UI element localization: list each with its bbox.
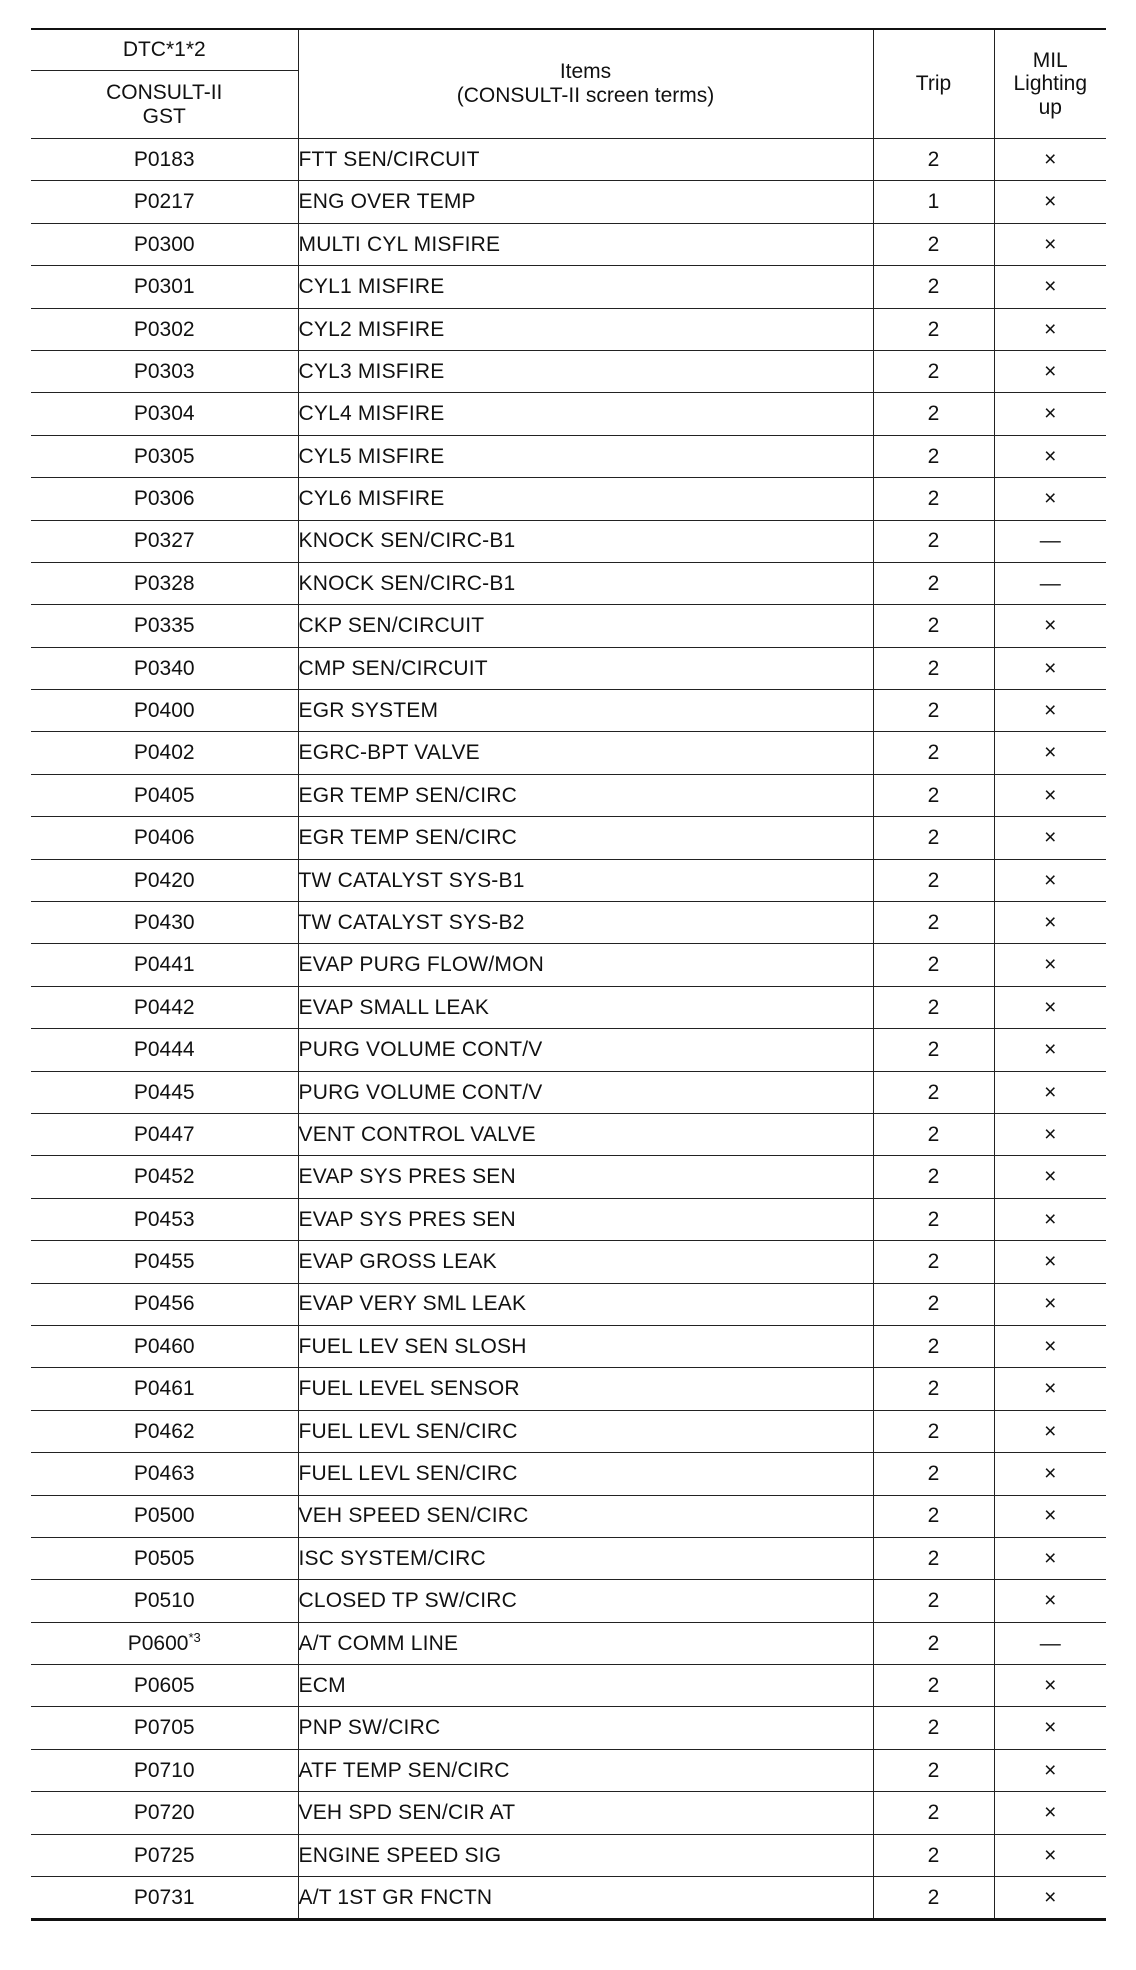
dtc-item: CLOSED TP SW/CIRC: [298, 1580, 873, 1622]
dtc-item: FTT SEN/CIRCUIT: [298, 139, 873, 181]
dtc-code-cell: [31, 308, 298, 350]
dtc-item: ISC SYSTEM/CIRC: [298, 1537, 873, 1579]
table-row: [31, 1749, 1106, 1791]
dtc-mil: ×: [994, 1198, 1106, 1240]
dtc-trip: 2: [873, 1665, 994, 1707]
dtc-mil: ×: [994, 1113, 1106, 1155]
dtc-code: P0406: [133, 826, 195, 850]
dtc-item: PURG VOLUME CONT/V: [298, 1071, 873, 1113]
dtc-code: P0300: [133, 232, 195, 256]
dtc-item: TW CATALYST SYS-B2: [298, 902, 873, 944]
dtc-code-cell: [31, 817, 298, 859]
table-row: [31, 944, 1106, 986]
dtc-trip: 2: [873, 986, 994, 1028]
dtc-code-cell: [31, 1198, 298, 1240]
dtc-code-cell: [31, 1707, 298, 1749]
dtc-item: EGR TEMP SEN/CIRC: [298, 817, 873, 859]
dtc-code-cell: [31, 1665, 298, 1707]
dtc-code: P0456: [133, 1292, 195, 1316]
dtc-item: ENG OVER TEMP: [298, 181, 873, 223]
dtc-code-cell: [31, 1495, 298, 1537]
table-row: [31, 562, 1106, 604]
dtc-mil: ×: [994, 266, 1106, 308]
dtc-mil: ×: [994, 944, 1106, 986]
dtc-trip: 2: [873, 1325, 994, 1367]
dtc-code: P0306: [133, 487, 195, 511]
dtc-trip: 2: [873, 1113, 994, 1155]
dtc-code: P0500: [133, 1504, 195, 1528]
dtc-item: FUEL LEVL SEN/CIRC: [298, 1453, 873, 1495]
dtc-mil: ×: [994, 1537, 1106, 1579]
table-row: [31, 732, 1106, 774]
dtc-trip: 2: [873, 1707, 994, 1749]
table-row: [31, 1580, 1106, 1622]
dtc-code-cell: [31, 562, 298, 604]
dtc-code-cell: [31, 1749, 298, 1791]
dtc-code: P0444: [133, 1038, 195, 1062]
dtc-mil: ×: [994, 1834, 1106, 1876]
table-row: [31, 1029, 1106, 1071]
dtc-trip: 2: [873, 520, 994, 562]
dtc-mil: —: [994, 1622, 1106, 1664]
dtc-item: EVAP PURG FLOW/MON: [298, 944, 873, 986]
dtc-code: P0441: [133, 953, 195, 977]
dtc-item: EVAP SYS PRES SEN: [298, 1198, 873, 1240]
table-row: [31, 1410, 1106, 1452]
dtc-code-cell: [31, 266, 298, 308]
dtc-code: P0442: [133, 995, 195, 1019]
dtc-trip: 2: [873, 1156, 994, 1198]
dtc-item: ENGINE SPEED SIG: [298, 1834, 873, 1876]
dtc-code-cell: [31, 1834, 298, 1876]
table-header: [31, 29, 1106, 139]
dtc-trip: 2: [873, 139, 994, 181]
dtc-item: MULTI CYL MISFIRE: [298, 223, 873, 265]
dtc-code-cell: [31, 1622, 298, 1664]
dtc-code: P0335: [133, 614, 195, 638]
dtc-code-cell: [31, 1071, 298, 1113]
dtc-code: P0453: [133, 1207, 195, 1231]
dtc-trip: 2: [873, 1877, 994, 1920]
dtc-item: KNOCK SEN/CIRC-B1: [298, 562, 873, 604]
header-mil-line2: Lighting: [1013, 72, 1088, 96]
dtc-code-cell: [31, 520, 298, 562]
dtc-code-cell: [31, 181, 298, 223]
dtc-code-cell: [31, 1877, 298, 1920]
dtc-mil: ×: [994, 986, 1106, 1028]
header-items-line2: (CONSULT-II screen terms): [456, 84, 715, 107]
dtc-code-cell: [31, 690, 298, 732]
dtc-item: ATF TEMP SEN/CIRC: [298, 1749, 873, 1791]
dtc-mil: ×: [994, 605, 1106, 647]
dtc-code: P0217: [133, 190, 195, 214]
dtc-mil: ×: [994, 732, 1106, 774]
dtc-mil: ×: [994, 393, 1106, 435]
dtc-trip: 2: [873, 1537, 994, 1579]
dtc-trip: 2: [873, 1453, 994, 1495]
dtc-trip: 2: [873, 732, 994, 774]
dtc-trip: 2: [873, 817, 994, 859]
dtc-table: [31, 28, 1106, 1921]
table-row: [31, 1113, 1106, 1155]
dtc-item: CYL3 MISFIRE: [298, 350, 873, 392]
dtc-code: P0420: [133, 868, 195, 892]
dtc-item: A/T 1ST GR FNCTN: [298, 1877, 873, 1920]
dtc-item: CYL6 MISFIRE: [298, 478, 873, 520]
dtc-trip: 2: [873, 223, 994, 265]
dtc-mil: ×: [994, 223, 1106, 265]
dtc-item: CYL2 MISFIRE: [298, 308, 873, 350]
header-consult-gst: [31, 71, 298, 139]
dtc-mil: ×: [994, 774, 1106, 816]
dtc-trip: 2: [873, 902, 994, 944]
dtc-item: VENT CONTROL VALVE: [298, 1113, 873, 1155]
header-consult-line1: CONSULT-II: [106, 80, 223, 104]
dtc-code-cell: [31, 1325, 298, 1367]
dtc-item: TW CATALYST SYS-B1: [298, 859, 873, 901]
dtc-item: FUEL LEV SEN SLOSH: [298, 1325, 873, 1367]
dtc-code-cell: [31, 1241, 298, 1283]
dtc-mil: ×: [994, 1580, 1106, 1622]
table-row: [31, 520, 1106, 562]
table-row: [31, 435, 1106, 477]
dtc-code: P0405: [133, 783, 195, 807]
dtc-item: PNP SW/CIRC: [298, 1707, 873, 1749]
dtc-code: P0340: [133, 656, 195, 680]
dtc-code-cell: [31, 435, 298, 477]
dtc-code: P0725: [133, 1843, 195, 1867]
table-row: [31, 1453, 1106, 1495]
table-row: [31, 647, 1106, 689]
dtc-code: P0462: [133, 1419, 195, 1443]
dtc-code: P0510: [133, 1589, 195, 1613]
dtc-code: P0710: [133, 1758, 195, 1782]
dtc-item: VEH SPD SEN/CIR AT: [298, 1792, 873, 1834]
dtc-trip: 2: [873, 859, 994, 901]
dtc-code-cell: [31, 1113, 298, 1155]
dtc-mil: ×: [994, 181, 1106, 223]
dtc-mil: ×: [994, 139, 1106, 181]
dtc-item: EGRC-BPT VALVE: [298, 732, 873, 774]
dtc-item: EVAP VERY SML LEAK: [298, 1283, 873, 1325]
dtc-mil: ×: [994, 1241, 1106, 1283]
table-row: [31, 774, 1106, 816]
dtc-item: CYL5 MISFIRE: [298, 435, 873, 477]
dtc-trip: 2: [873, 1622, 994, 1664]
table-row: [31, 1622, 1106, 1664]
dtc-code: P0600: [127, 1631, 189, 1655]
dtc-item: CMP SEN/CIRCUIT: [298, 647, 873, 689]
dtc-code-cell: [31, 902, 298, 944]
dtc-code: P0302: [133, 317, 195, 341]
dtc-trip: 2: [873, 1580, 994, 1622]
dtc-code: P0705: [133, 1716, 195, 1740]
dtc-mil: ×: [994, 1368, 1106, 1410]
dtc-code-cell: [31, 944, 298, 986]
table-row: [31, 1834, 1106, 1876]
dtc-code: P0305: [133, 444, 195, 468]
table-row: [31, 308, 1106, 350]
table-row: [31, 266, 1106, 308]
table-row: [31, 350, 1106, 392]
dtc-code: P0400: [133, 699, 195, 723]
dtc-code-cell: [31, 1156, 298, 1198]
dtc-trip: 2: [873, 1495, 994, 1537]
table-row: [31, 393, 1106, 435]
dtc-trip: 2: [873, 478, 994, 520]
dtc-mil: —: [994, 562, 1106, 604]
dtc-mil: ×: [994, 1707, 1106, 1749]
table-row: [31, 1792, 1106, 1834]
dtc-trip: 2: [873, 605, 994, 647]
dtc-code: P0731: [133, 1885, 195, 1909]
dtc-code: P0327: [133, 529, 195, 553]
table-row: [31, 1877, 1106, 1920]
dtc-mil: ×: [994, 350, 1106, 392]
dtc-code: P0605: [133, 1674, 195, 1697]
header-items: [298, 29, 873, 139]
dtc-mil: ×: [994, 308, 1106, 350]
table-row: [31, 139, 1106, 181]
dtc-item: EVAP SMALL LEAK: [298, 986, 873, 1028]
dtc-code-cell: [31, 1283, 298, 1325]
dtc-trip: 2: [873, 944, 994, 986]
dtc-trip: 2: [873, 1071, 994, 1113]
dtc-code-cell: [31, 1792, 298, 1834]
table-row: [31, 902, 1106, 944]
dtc-mil: ×: [994, 690, 1106, 732]
dtc-code-cell: [31, 1580, 298, 1622]
dtc-mil: ×: [994, 1156, 1106, 1198]
dtc-mil: ×: [994, 1325, 1106, 1367]
table-row: [31, 690, 1106, 732]
dtc-mil: ×: [994, 1495, 1106, 1537]
dtc-mil: —: [994, 520, 1106, 562]
dtc-mil: ×: [994, 1665, 1106, 1707]
dtc-item: EVAP SYS PRES SEN: [298, 1156, 873, 1198]
header-consult-line2: GST: [142, 104, 186, 128]
dtc-trip: 2: [873, 1029, 994, 1071]
dtc-item: A/T COMM LINE: [298, 1622, 873, 1664]
dtc-code-footnote: *3: [188, 1629, 201, 1645]
dtc-item: CKP SEN/CIRCUIT: [298, 605, 873, 647]
dtc-item: EVAP GROSS LEAK: [298, 1241, 873, 1283]
dtc-item: CYL1 MISFIRE: [298, 266, 873, 308]
dtc-item: VEH SPEED SEN/CIRC: [298, 1495, 873, 1537]
dtc-code-cell: [31, 986, 298, 1028]
dtc-code-cell: [31, 393, 298, 435]
header-dtc: DTC*1*2: [31, 29, 298, 71]
dtc-trip: 2: [873, 1283, 994, 1325]
dtc-code-cell: [31, 478, 298, 520]
table-row: [31, 223, 1106, 265]
dtc-item: FUEL LEVL SEN/CIRC: [298, 1410, 873, 1452]
dtc-mil: ×: [994, 1877, 1106, 1920]
table-row: [31, 1495, 1106, 1537]
dtc-mil: ×: [994, 1453, 1106, 1495]
dtc-code: P0460: [133, 1334, 195, 1358]
dtc-code-cell: [31, 732, 298, 774]
dtc-code: P0720: [133, 1801, 195, 1825]
dtc-code: P0303: [133, 359, 195, 383]
dtc-code: P0430: [133, 910, 195, 934]
dtc-item: ECM: [298, 1665, 873, 1707]
table-row: [31, 478, 1106, 520]
dtc-trip: 2: [873, 647, 994, 689]
dtc-item: FUEL LEVEL SENSOR: [298, 1368, 873, 1410]
dtc-trip: 2: [873, 1792, 994, 1834]
dtc-mil: ×: [994, 902, 1106, 944]
dtc-trip: 2: [873, 1410, 994, 1452]
dtc-code-cell: [31, 350, 298, 392]
dtc-item: KNOCK SEN/CIRC-B1: [298, 520, 873, 562]
table-row: [31, 1325, 1106, 1367]
dtc-code-cell: [31, 1029, 298, 1071]
dtc-mil: ×: [994, 1792, 1106, 1834]
table-row: [31, 181, 1106, 223]
dtc-trip: 2: [873, 350, 994, 392]
dtc-code: P0445: [133, 1080, 195, 1104]
dtc-mil: ×: [994, 647, 1106, 689]
table-row: [31, 1283, 1106, 1325]
dtc-mil: ×: [994, 1283, 1106, 1325]
dtc-code: P0301: [133, 275, 195, 299]
dtc-mil: ×: [994, 1410, 1106, 1452]
dtc-code-cell: [31, 223, 298, 265]
header-trip: Trip: [873, 29, 994, 139]
dtc-trip: 2: [873, 562, 994, 604]
dtc-trip: 2: [873, 1241, 994, 1283]
table-row: [31, 1707, 1106, 1749]
dtc-code: P0463: [133, 1462, 195, 1486]
dtc-mil: ×: [994, 1749, 1106, 1791]
dtc-item: PURG VOLUME CONT/V: [298, 1029, 873, 1071]
dtc-trip: 2: [873, 1198, 994, 1240]
table-row: [31, 859, 1106, 901]
dtc-code-cell: [31, 647, 298, 689]
dtc-trip: 2: [873, 308, 994, 350]
dtc-code: P0328: [133, 571, 195, 595]
dtc-trip: 2: [873, 393, 994, 435]
dtc-code-cell: [31, 605, 298, 647]
dtc-trip: 1: [873, 181, 994, 223]
dtc-code-cell: [31, 139, 298, 181]
dtc-code: P0452: [133, 1165, 195, 1189]
dtc-item: EGR TEMP SEN/CIRC: [298, 774, 873, 816]
table-row: [31, 1071, 1106, 1113]
dtc-code: P0455: [133, 1250, 195, 1274]
header-items-line1: Items: [559, 60, 612, 84]
dtc-trip: 2: [873, 266, 994, 308]
table-row: [31, 1241, 1106, 1283]
dtc-code: P0447: [133, 1122, 195, 1146]
header-mil-line1: MIL: [1032, 48, 1068, 72]
dtc-item: EGR SYSTEM: [298, 690, 873, 732]
dtc-mil: ×: [994, 859, 1106, 901]
header-mil-line3: up: [1038, 95, 1062, 119]
table-row: [31, 986, 1106, 1028]
dtc-code: P0183: [133, 147, 195, 171]
dtc-code-cell: [31, 859, 298, 901]
table-row: [31, 1156, 1106, 1198]
dtc-trip: 2: [873, 435, 994, 477]
dtc-code: P0461: [133, 1377, 195, 1401]
table-row: [31, 1368, 1106, 1410]
dtc-mil: ×: [994, 478, 1106, 520]
dtc-code: P0402: [133, 741, 195, 765]
dtc-trip: 2: [873, 690, 994, 732]
dtc-code: P0505: [133, 1546, 195, 1570]
dtc-code-cell: [31, 1410, 298, 1452]
header-mil: [994, 29, 1106, 139]
dtc-mil: ×: [994, 1071, 1106, 1113]
table-row: [31, 817, 1106, 859]
dtc-code: P0304: [133, 402, 195, 426]
dtc-trip: 2: [873, 1834, 994, 1876]
dtc-item: CYL4 MISFIRE: [298, 393, 873, 435]
dtc-mil: ×: [994, 817, 1106, 859]
table-row: [31, 605, 1106, 647]
dtc-trip: 2: [873, 1368, 994, 1410]
table-row: [31, 1198, 1106, 1240]
dtc-code-cell: [31, 774, 298, 816]
dtc-mil: ×: [994, 435, 1106, 477]
dtc-mil: ×: [994, 1029, 1106, 1071]
dtc-code-cell: [31, 1537, 298, 1579]
table-row: [31, 1665, 1106, 1707]
dtc-trip: 2: [873, 774, 994, 816]
table-body: [31, 139, 1106, 1920]
dtc-code-cell: [31, 1368, 298, 1410]
table-row: [31, 1537, 1106, 1579]
dtc-code-cell: [31, 1453, 298, 1495]
dtc-trip: 2: [873, 1749, 994, 1791]
